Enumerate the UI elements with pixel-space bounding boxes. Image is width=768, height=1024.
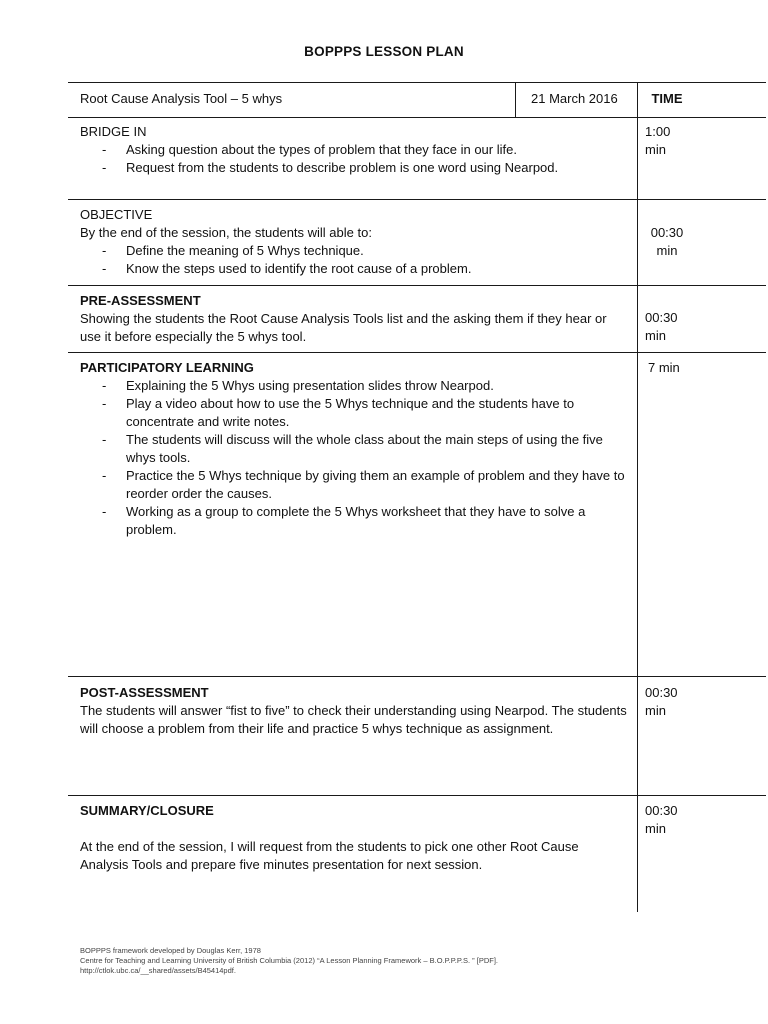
table-top-border — [68, 82, 766, 83]
time-column-header: TIME — [651, 91, 683, 106]
pre-assessment-time — [645, 309, 695, 345]
pre-assessment-text: Showing the students the Root Cause Analysis Tools list and the asking them if they hear or use it before especially the 5 whys tool. — [80, 311, 607, 344]
time-unit: min — [645, 821, 666, 836]
footer-line: Centre for Teaching and Learning University of British Columbia (2012) “A Lesson Planning Framework – B.O.P.P.P.S. ” [PDF]. — [80, 956, 498, 965]
summary-heading: SUMMARY/CLOSURE — [80, 803, 214, 818]
time-column-divider — [637, 83, 638, 912]
objective-list — [80, 242, 628, 278]
time-value: 00:30 — [645, 685, 678, 700]
time-unit: min — [645, 703, 666, 718]
list-item: - Play a video about how to use the 5 Whys technique and the students have to concentrate and write notes. — [80, 395, 628, 431]
row-border — [68, 285, 766, 286]
pre-assessment-section — [80, 292, 628, 346]
row-border — [68, 795, 766, 796]
post-assessment-text: The students will answer “fist to five” to check their understanding using Nearpod. The students will choose a problem from their life and practice 5 whys technique as assignment. — [80, 703, 627, 736]
time-value: 1:00 — [645, 124, 671, 139]
summary-section — [80, 802, 628, 874]
row-border — [68, 352, 766, 353]
row-border — [68, 199, 766, 200]
header-column-divider — [515, 83, 516, 118]
objective-heading: OBJECTIVE — [80, 207, 153, 222]
list-item: - Request from the students to describe problem is one word using Nearpod. — [80, 159, 628, 177]
footer-line: BOPPPS framework developed by Douglas Kerr, 1978 — [80, 946, 261, 955]
footer-citation — [80, 946, 680, 976]
page-title: BOPPPS LESSON PLAN — [304, 44, 464, 59]
objective-time — [642, 224, 692, 260]
time-unit: min — [645, 328, 666, 343]
objective-section — [80, 206, 628, 278]
summary-text: At the end of the session, I will request from the students to pick one other Root Cause Analysis Tools and prepare five minutes presentation for next session. — [80, 839, 579, 872]
bridge-in-section — [80, 123, 628, 177]
lesson-title: Root Cause Analysis Tool – 5 whys — [80, 91, 283, 106]
time-value: 00:30 — [645, 310, 678, 325]
list-item: - Working as a group to complete the 5 Whys worksheet that they have to solve a problem. — [80, 503, 628, 539]
time-value: 00:30 — [645, 803, 678, 818]
post-assessment-heading: POST-ASSESSMENT — [80, 685, 209, 700]
footer-link: http://ctlok.ubc.ca/__shared/assets/B45414pdf. — [80, 966, 236, 975]
lesson-date: 21 March 2016 — [531, 91, 618, 106]
row-border — [68, 676, 766, 677]
objective-intro: By the end of the session, the students will able to: — [80, 225, 372, 240]
post-assessment-time — [645, 684, 695, 720]
bridge-in-list — [80, 141, 628, 177]
header-row-border — [68, 117, 766, 118]
list-item: - Know the steps used to identify the root cause of a problem. — [80, 260, 628, 278]
bridge-in-time — [645, 123, 695, 159]
participatory-section — [80, 359, 628, 539]
bridge-in-heading: BRIDGE IN — [80, 124, 147, 139]
list-item: - Practice the 5 Whys technique by giving them an example of problem and they have to reorder order the causes. — [80, 467, 628, 503]
summary-time — [645, 802, 695, 838]
time-value: 00:30 — [650, 225, 684, 240]
participatory-time: 7 min — [648, 360, 680, 375]
list-item: - Explaining the 5 Whys using presentation slides throw Nearpod. — [80, 377, 628, 395]
list-item: - Define the meaning of 5 Whys technique. — [80, 242, 628, 260]
list-item: - The students will discuss will the whole class about the main steps of using the five whys tools. — [80, 431, 628, 467]
participatory-heading: PARTICIPATORY LEARNING — [80, 360, 254, 375]
participatory-list — [80, 377, 628, 539]
time-unit: min — [656, 243, 678, 258]
time-unit: min — [645, 142, 666, 157]
pre-assessment-heading: PRE-ASSESSMENT — [80, 293, 201, 308]
list-item: - Asking question about the types of problem that they face in our life. — [80, 141, 628, 159]
post-assessment-section — [80, 684, 628, 738]
